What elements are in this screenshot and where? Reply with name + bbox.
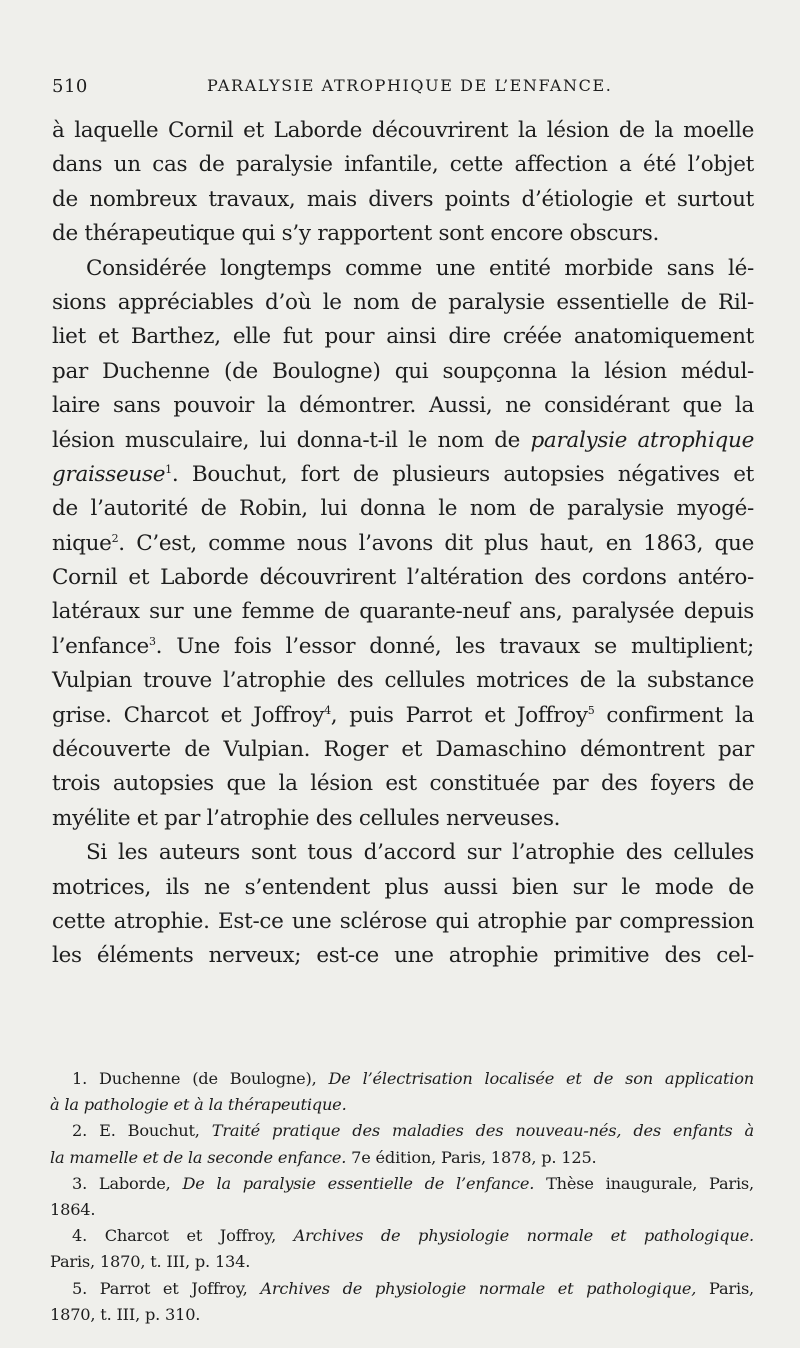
italic-text: De la paralysie essentielle de l’enfance. [182, 1173, 535, 1193]
text-line [52, 767, 754, 801]
footnote-line [50, 1145, 754, 1171]
page-header [52, 76, 752, 106]
text-run: Considérée longtemps comme une entité morbide sans lé- [86, 255, 754, 281]
footnote-line [50, 1249, 754, 1275]
footnote-line [50, 1223, 754, 1249]
text-line [52, 630, 754, 664]
italic-text: Traité pratique des maladies des nouveau-nés, des enfants à [211, 1121, 754, 1141]
italic-text: la mamelle et de la seconde enfance. [50, 1147, 347, 1167]
text-run: 1864. [50, 1199, 96, 1219]
footnote-line [50, 1171, 754, 1197]
text-run: l’enfance [52, 633, 149, 659]
text-line [52, 217, 754, 251]
text-run: de nombreux travaux, mais divers points d’étiologie et surtout [52, 186, 754, 212]
text-run: découverte de Vulpian. Roger et Damaschino démontrent par [52, 737, 754, 763]
text-run: 1870, t. III, p. 310. [50, 1304, 201, 1324]
text-line [52, 389, 754, 423]
footnote-ref: 3 [148, 634, 156, 648]
text-run: latéraux sur une femme de quarante-neuf ans, paralysée depuis [52, 599, 754, 625]
text-run: . Une fois l’essor donné, les travaux se multiplient; [155, 633, 754, 659]
text-line [52, 664, 754, 698]
text-line [52, 286, 754, 320]
text-run: 3. Laborde, [72, 1173, 183, 1193]
text-run: de l’autorité de Robin, lui donna le nom de paralysie myogé- [52, 496, 754, 522]
text-line [52, 871, 754, 905]
text-run: Cornil et Laborde découvrirent l’altération des cordons antéro- [52, 565, 754, 591]
footnote-line [50, 1302, 754, 1328]
text-line [52, 733, 754, 767]
text-run: 4. Charcot et Joffroy, [72, 1226, 294, 1246]
footnote-line [50, 1118, 754, 1144]
running-title: PARALYSIE ATROPHIQUE DE L’ENFANCE. [207, 76, 613, 95]
text-run: Vulpian trouve l’atrophie des cellules motrices de la substance [52, 668, 754, 694]
text-run: 7e édition, Paris, 1878, p. 125. [346, 1147, 597, 1167]
italic-text: paralysie atrophique [530, 427, 754, 453]
text-run: par Duchenne (de Boulogne) qui soupçonna la lésion médul- [52, 358, 754, 384]
footnote-line [50, 1066, 754, 1092]
text-run: liet et Barthez, elle fut pour ainsi dire créée anatomiquement [52, 324, 754, 350]
text-run: , puis Parrot et Joffroy [330, 702, 588, 728]
text-run: 5. Parrot et Joffroy, [72, 1278, 261, 1298]
text-run: Paris, 1870, t. III, p. 134. [50, 1252, 251, 1272]
page-number: 510 [52, 76, 88, 97]
text-line [52, 355, 754, 389]
footnote-line [50, 1197, 754, 1223]
text-line [52, 148, 754, 182]
text-run: les éléments nerveux; est-ce une atrophie primitive des cel- [52, 943, 754, 969]
text-run: Paris, [696, 1278, 754, 1298]
text-line [52, 458, 754, 492]
italic-text: Archives de physiologie normale et pathologique. [293, 1226, 754, 1246]
text-run: à laquelle Cornil et Laborde découvrirent la lésion de la moelle [52, 118, 754, 143]
text-run: grise. Charcot et Joffroy [52, 702, 325, 728]
text-run: . C’est, comme nous l’avons dit plus haut, en 1863, que [118, 530, 754, 556]
footnote-ref: 4 [324, 703, 331, 717]
text-line [52, 595, 754, 629]
footnote-line [50, 1092, 754, 1118]
footnote-line [50, 1276, 754, 1302]
footnote-ref: 2 [111, 531, 119, 545]
text-run: nique [52, 530, 112, 556]
text-line [52, 939, 754, 973]
text-run: sions appréciables d’où le nom de paralysie essentielle de Ril- [52, 289, 754, 315]
italic-text: De l’électrisation localisée et de son application [328, 1069, 755, 1088]
text-run: de thérapeutique qui s’y rapportent sont encore obscurs. [52, 221, 660, 247]
text-line [52, 183, 754, 217]
text-run: lésion musculaire, lui donna-t-il le nom de [52, 427, 531, 453]
text-run: Thèse inaugurale, Paris, [534, 1173, 754, 1193]
text-line [52, 561, 754, 595]
text-line [52, 492, 754, 526]
footnote-ref: 5 [587, 703, 595, 717]
footnotes [50, 1066, 754, 1328]
body-text [52, 114, 754, 974]
italic-text: à la pathologie et à la thérapeutique. [50, 1095, 347, 1115]
text-run: dans un cas de paralysie infantile, cette affection a été l’objet [52, 152, 754, 178]
text-run: Si les auteurs sont tous d’accord sur l’atrophie des cellules [86, 840, 754, 866]
text-run: 2. E. Bouchut, [72, 1121, 212, 1141]
text-run: cette atrophie. Est-ce une sclérose qui atrophie par compression [52, 908, 754, 934]
text-run: trois autopsies que la lésion est constituée par des foyers de [52, 771, 754, 797]
text-line [52, 905, 754, 939]
text-line [52, 320, 754, 354]
text-line [52, 527, 754, 561]
text-run: confirment la [594, 702, 754, 728]
text-run: 1. Duchenne (de Boulogne), [72, 1069, 329, 1088]
italic-text: Archives de physiologie normale et pathologique, [260, 1278, 697, 1298]
text-run: laire sans pouvoir la démontrer. Aussi, ne considérant que la [52, 393, 754, 419]
text-run: myélite et par l’atrophie des cellules nerveuses. [52, 805, 561, 831]
text-line [52, 424, 754, 458]
text-run: . Bouchut, fort de plusieurs autopsies négatives et [171, 461, 754, 487]
text-run: motrices, ils ne s’entendent plus aussi bien sur le mode de [52, 874, 754, 900]
text-line [52, 699, 754, 733]
footnote-ref: 1 [165, 462, 172, 476]
text-line [52, 802, 754, 836]
italic-text: graisseuse [52, 461, 166, 487]
text-line [52, 114, 754, 148]
text-line [52, 252, 754, 286]
text-line [52, 836, 754, 870]
